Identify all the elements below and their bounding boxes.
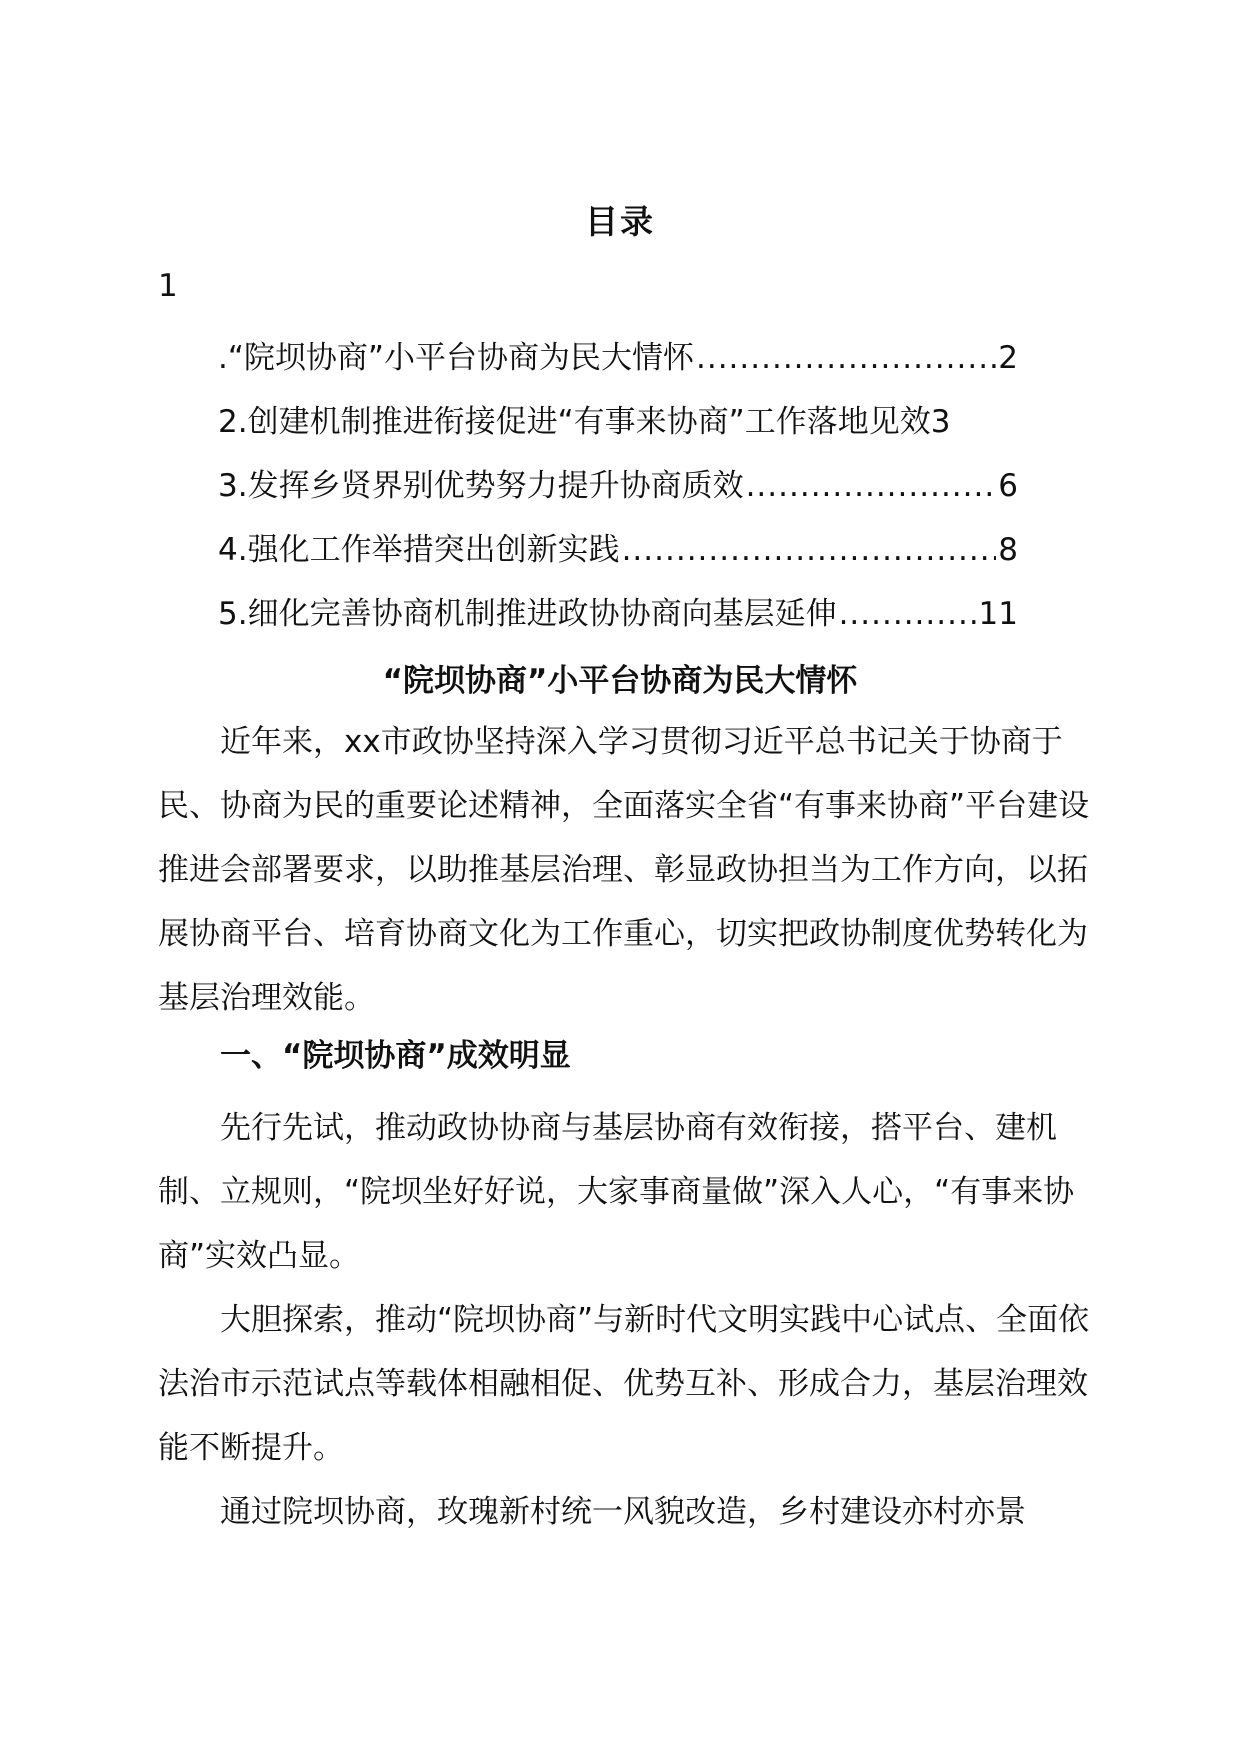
article-title: “院坝协商”小平台协商为民大情怀 [382,663,858,699]
toc-number: 1 [158,268,178,304]
toc-leader-dots [622,532,997,568]
toc-item-1[interactable] [218,332,1018,396]
toc-item-text: 2.创建机制推进衔接促进“有事来协商”工作落地见效 [218,404,931,440]
toc-leader-dots [746,468,997,504]
toc-item-page: 3 [930,404,951,440]
toc-item-text: 3.发挥乡贤界别优势努力提升协商质效 [218,468,744,504]
body-paragraph: 先行先试，推动政协协商与基层协商有效衔接，搭平台、建机制、立规则，“院坝坐好好说，大家事商量做”深入人心，“有事来协商”实效凸显。 [158,1110,1075,1274]
toc-item-page: 11 [978,596,1018,632]
toc-leader-dots [696,340,996,376]
toc-item-3[interactable] [218,460,1018,524]
body-paragraph: 近年来，xx市政协坚持深入学习贯彻习近平总书记关于协商于民、协商为民的重要论述精神，全面落实全省“有事来协商”平台建设推进会部署要求，以助推基层治理、彰显政协担当为工作方向，以拓展协商平台、培育协商文化为工作重心，切实把政协制度优势转化为基层治理效能。 [158,724,1090,1016]
toc-item-page: 8 [998,532,1018,568]
toc-item-2[interactable] [218,396,1018,460]
toc-item-5[interactable] [218,588,1018,652]
toc-list [218,332,1018,652]
toc-item-text: 4.强化工作举措突出创新实践 [218,532,620,568]
body-paragraph: 通过院坝协商，玫瑰新村统一风貌改造，乡村建设亦村亦景 [220,1494,1026,1530]
toc-item-page: 2 [998,340,1018,376]
section-heading: 一、“院坝协商”成效明显 [220,1038,571,1074]
toc-item-text: .“院坝协商”小平台协商为民大情怀 [218,340,694,376]
toc-title: 目录 [585,202,655,241]
toc-item-page: 6 [998,468,1018,504]
toc-leader-dots [839,596,977,632]
toc-item-4[interactable] [218,524,1018,588]
body-paragraph: 大胆探索，推动“院坝协商”与新时代文明实践中心试点、全面依法治市示范试点等载体相融相促、优势互补、形成合力，基层治理效能不断提升。 [158,1302,1090,1466]
toc-item-text: 5.细化完善协商机制推进政协协商向基层延伸 [218,596,837,632]
